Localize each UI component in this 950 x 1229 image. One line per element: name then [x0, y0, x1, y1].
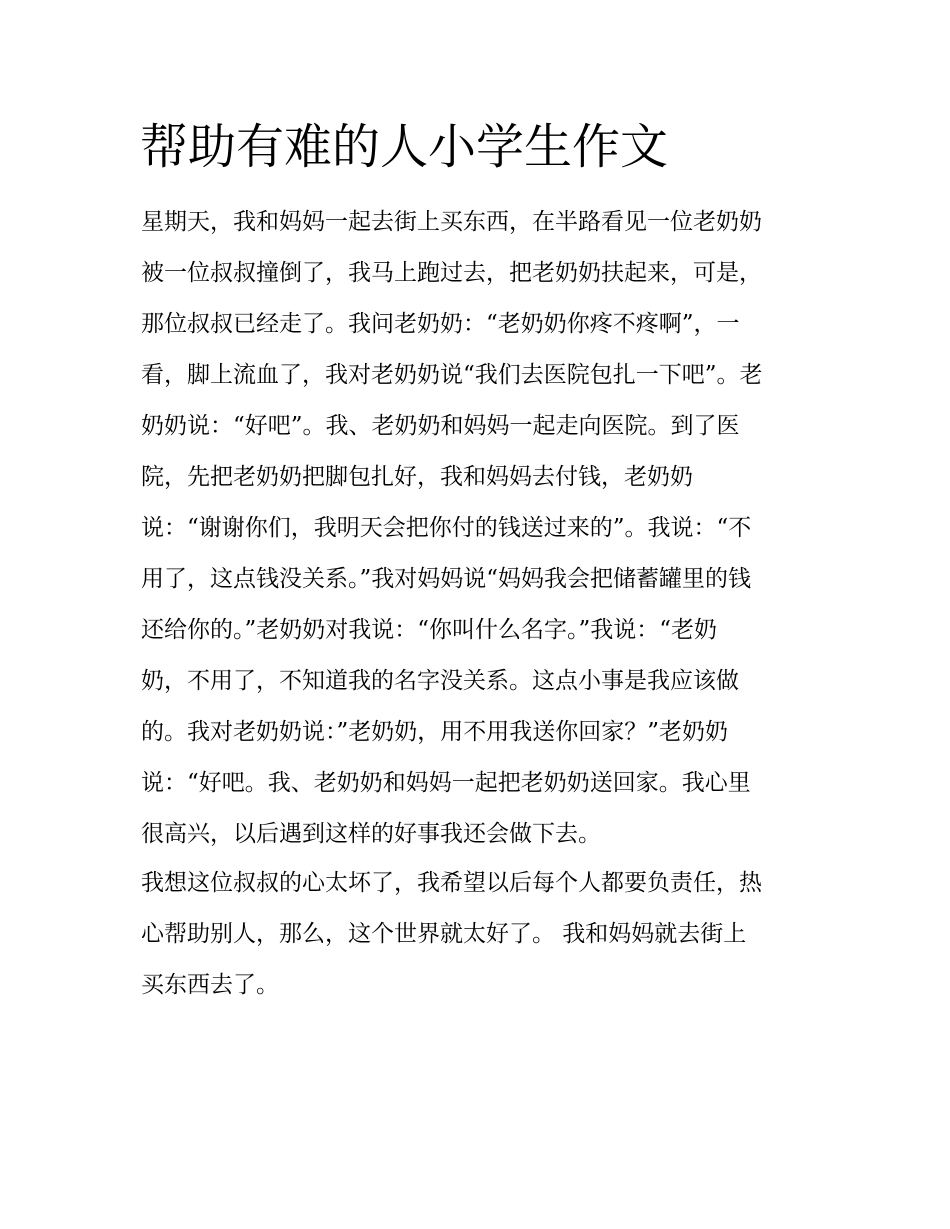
text-line: 很高兴，以后遇到这样的好事我还会做下去。 [141, 821, 601, 847]
text-line: 星期天，我和妈妈一起去街上买东西，在半路看见一位老奶奶 [141, 209, 762, 235]
text-line: 用了，这点钱没关系。”我对妈妈说“妈妈我会把储蓄罐里的钱 [141, 566, 752, 592]
text-line: 还给你的。”老奶奶对我说：“你叫什么名字。”我说：“老奶 [141, 617, 718, 643]
text-line: 看，脚上流血了，我对老奶奶说“我们去医院包扎一下吧”。老 [141, 362, 763, 388]
text-line: 买东西去了。 [141, 972, 279, 998]
text-line: 我想这位叔叔的心太坏了，我希望以后每个人都要负责任，热 [141, 870, 762, 896]
text-line: 那位叔叔已经走了。我问老奶奶：“老奶奶你疼不疼啊”，一 [141, 311, 740, 337]
text-line: 奶，不用了，不知道我的名字没关系。这点小事是我应该做 [141, 668, 739, 694]
text-line: 心帮助别人，那么，这个世界就太好了。 我和妈妈就去街上 [141, 921, 747, 947]
text-line: 被一位叔叔撞倒了，我马上跑过去，把老奶奶扶起来，可是， [141, 260, 762, 286]
text-line: 的。我对老奶奶说：”老奶奶，用不用我送你回家？”老奶奶 [141, 719, 729, 745]
document-title: 帮助有难的人小学生作文 [140, 119, 669, 175]
text-line: 院，先把老奶奶把脚包扎好，我和妈妈去付钱，老奶奶 [141, 464, 693, 490]
text-line: 奶奶说：“好吧”。我、老奶奶和妈妈一起走向医院。到了医 [141, 413, 740, 439]
text-line: 说：“谢谢你们，我明天会把你付的钱送过来的”。我说：“不 [141, 515, 752, 541]
text-line: 说：“好吧。我、老奶奶和妈妈一起把老奶奶送回家。我心里 [141, 770, 751, 796]
